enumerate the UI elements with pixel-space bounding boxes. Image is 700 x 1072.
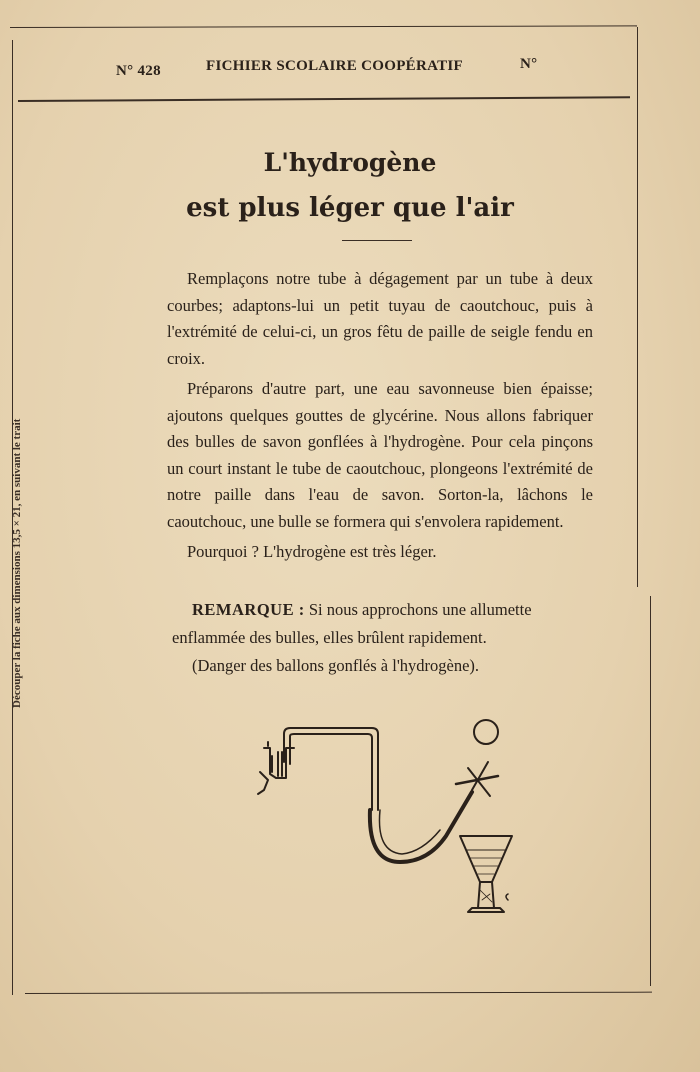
page-title-line-2: est plus léger que l'air <box>186 193 514 223</box>
card-number: N° 428 <box>116 63 161 79</box>
cutting-instruction: Découper la fiche aux dimensions 13,5 × 21, en suivant le trait <box>11 418 23 708</box>
flask-stopper-drawing <box>258 742 294 794</box>
remark-label: REMARQUE : <box>192 600 305 619</box>
remark-text: Si nous approchons une allumette enflammée des bulles, elles brûlent rapidement. <box>172 600 532 647</box>
cut-border-right <box>637 27 638 587</box>
paragraph-3: Pourquoi ? L'hydrogène est très léger. <box>187 542 437 561</box>
soap-bubble-drawing <box>474 720 498 744</box>
page-title-line-1: L'hydrogène <box>263 148 437 177</box>
rubber-tube-drawing <box>370 792 472 862</box>
remark-note: (Danger des ballons gonflés à l'hydrogène). <box>192 656 480 675</box>
straw-cross-drawing <box>456 762 498 796</box>
experiment-diagram <box>250 712 540 927</box>
remark-block <box>172 596 602 680</box>
body-text <box>167 266 593 572</box>
title-rule <box>342 240 412 241</box>
cut-border-right-lower <box>650 596 651 986</box>
paragraph-2: Préparons d'autre part, une eau savonneuse bien épaisse; ajoutons quelques gouttes de glycérine. Nous allons fabriquer des bulles de savon gonflées à l'hydrogène. Pour cela pinçons un court instant le tube de caoutchouc, plongeons l'extrémité de notre paille dans l'eau de savon. Sorton-la, lâchons le caoutchouc, une bulle se formera qui s'envolera rapidement. <box>167 379 593 531</box>
card-header <box>100 58 580 82</box>
collection-title: FICHIER SCOLAIRE COOPÉRATIF <box>206 58 464 74</box>
remark-line <box>172 596 602 652</box>
card-number-blank: N° <box>520 56 538 72</box>
delivery-tube-drawing <box>284 728 378 810</box>
paragraph-1: Remplaçons notre tube à dégagement par un tube à deux courbes; adaptons-lui un petit tuyau de caoutchouc, puis à l'extrémité de celui-ci, un gros fêtu de paille de seigle fendu en croix. <box>167 269 593 368</box>
soap-glass-drawing <box>460 836 512 912</box>
